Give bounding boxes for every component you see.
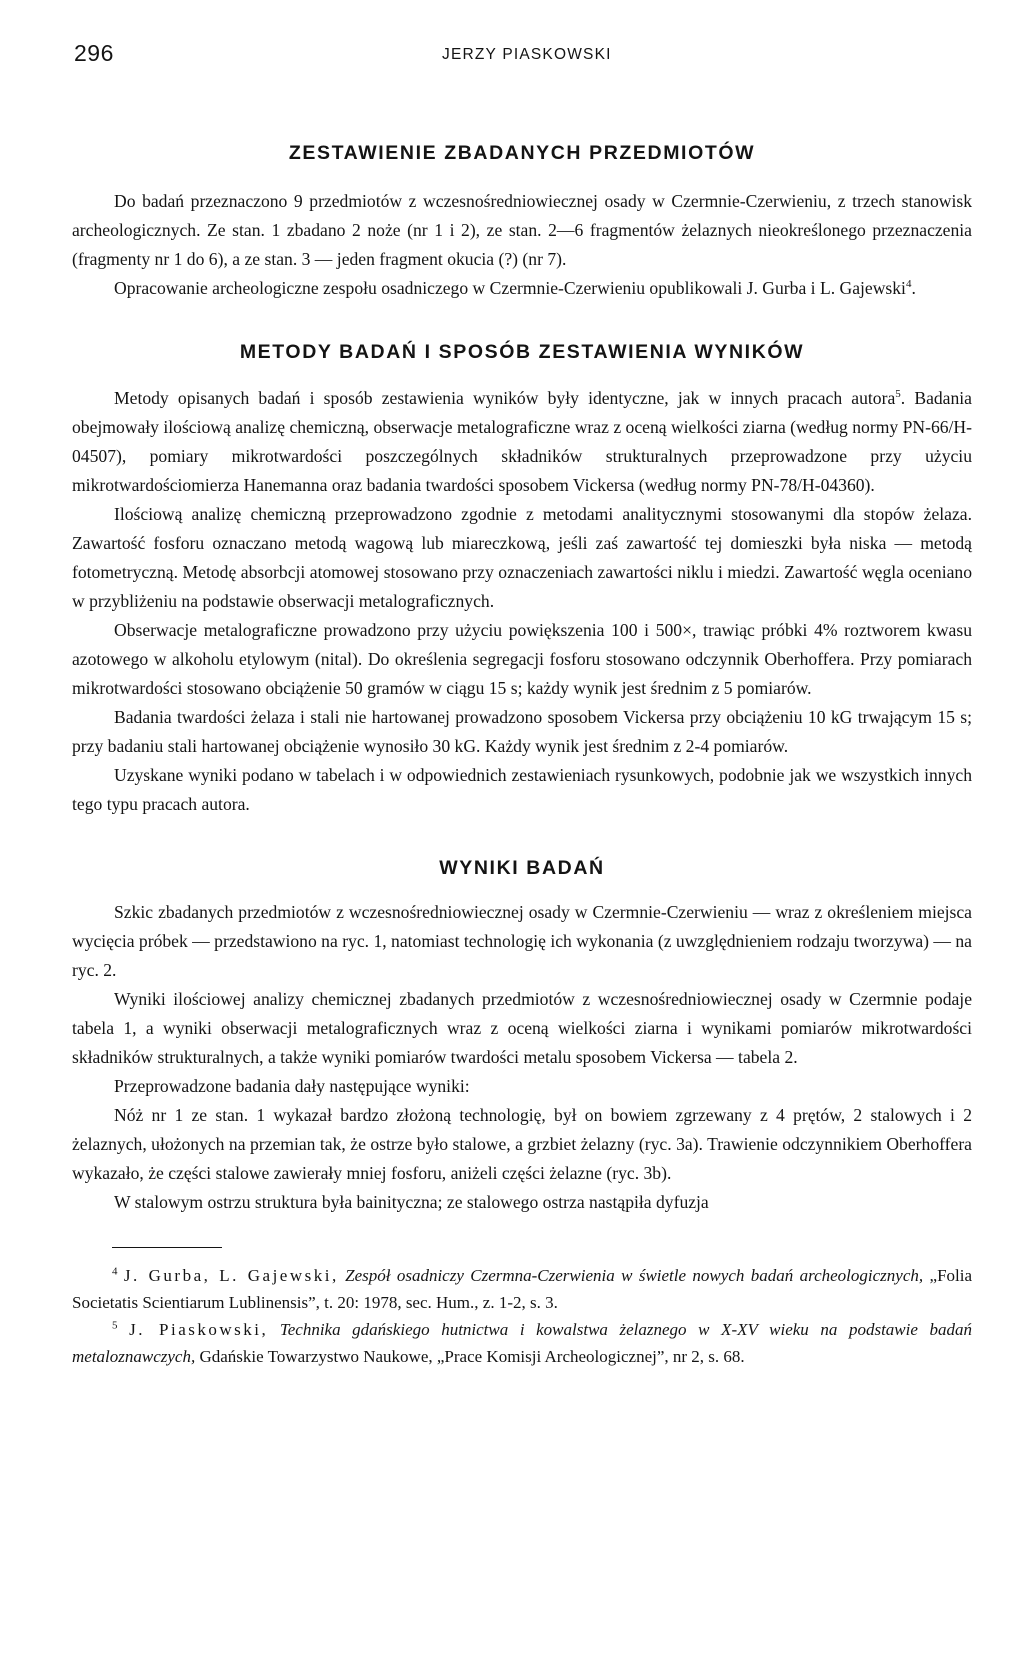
footnote-ref-4: 4 [905, 278, 912, 291]
footnote-4 [72, 1262, 972, 1316]
footnote-number: 4 [112, 1265, 118, 1278]
paragraph-results-4: Nóż nr 1 ze stan. 1 wykazał bardzo złożoną technologię, był on bowiem zgrzewany z 4 prętów, 2 stalowych i 2 żelaznych, ułożonych na przemian tak, że ostrze było stalowe, a grzbiet żelazny (ryc. 3a). Trawienie odczynnikiem Oberhoffera wykazało, że części stalowe zawierały mniej fosforu, aniżeli części żelazne (ryc. 3b). [72, 1105, 972, 1183]
paragraph-methods-4: Badania twardości żelaza i stali nie hartowanej prowadzono sposobem Vickersa przy obciążeniu 10 kG trwającym 15 s; przy badaniu stali hartowanej obciążenie wynosiło 30 kG. Każdy wynik jest średnim z 2-4 pomiarów. [72, 707, 972, 756]
footnote-title: Zespół osadniczy Czermna-Czerwienia w świetle nowych badań archeologicznych, [345, 1266, 924, 1285]
page-number: 296 [74, 40, 114, 66]
paragraph-results-1: Szkic zbadanych przedmiotów z wczesnośredniowiecznej osady w Czermnie-Czerwieniu — wraz z określeniem miejsca wycięcia próbek — przedstawiono na ryc. 1, natomiast technologię ich wykonania (z uwzględnieniem rodzaju tworzywa) — na ryc. 2. [72, 902, 972, 980]
footnote-author: J. Gurba, L. Gajewski, [123, 1266, 339, 1285]
paragraph-methods-2: Ilościową analizę chemiczną przeprowadzono zgodnie z metodami analitycznymi stosowanymi dla stopów żelaza. Zawartość fosforu oznaczano metodą wagową lub miareczkową, jeśli zaś zawartość tej domieszki była niska — metodą fotometryczną. Metodę absorbcji atomowej stosowano przy oznaczeniach zawartości niklu i miedzi. Zawartość węgla oceniano w przybliżeniu na podstawie obserwacji metalograficznych. [72, 504, 972, 611]
paragraph-methods-1 [72, 384, 972, 500]
footnote-author: J. Piaskowski, [129, 1320, 269, 1339]
section-heading-items: ZESTAWIENIE ZBADANYCH PRZEDMIOTÓW [288, 142, 756, 164]
footnote-source: „Folia Societatis Scientiarum Lublinensis”, t. 20: 1978, sec. Hum., z. 1-2, s. 3. [72, 1266, 973, 1312]
footnote-5 [72, 1316, 972, 1370]
footnote-title: Technika gdańskiego hutnictwa i kowalstwa żelaznego w X-XV wieku na podstawie badań metaloznawczych, [72, 1320, 972, 1366]
paragraph-methods-3: Obserwacje metalograficzne prowadzono przy użyciu powiększenia 100 i 500×, trawiąc próbki 4% roztworem kwasu azotowego w alkoholu etylowym (nital). Do określenia segregacji fosforu stosowano odczynnik Oberhoffera. Przy pomiarach mikrotwardości stosowano obciążenie 50 gramów w ciągu 15 s; każdy wynik jest średnim z 5 pomiarów. [72, 620, 972, 698]
section-heading-results: WYNIKI BADAŃ [439, 857, 605, 879]
footnote-divider [112, 1247, 222, 1248]
running-head: JERZY PIASKOWSKI [442, 46, 612, 63]
footnote-number: 5 [112, 1319, 118, 1332]
footnote-ref-5: 5 [895, 388, 901, 401]
paragraph-results-2: Wyniki ilościowej analizy chemicznej zbadanych przedmiotów z wczesnośredniowiecznej osady w Czermnie podaje tabela 1, a wyniki obserwacji metalograficznych wraz z oceną wielkości ziarna i wynikami pomiarów mikrotwardości składników strukturalnych, a także wyniki pomiarów twardości metalu sposobem Vickersa — tabela 2. [72, 989, 972, 1067]
paragraph-text-continued: . Badania obejmowały ilościową analizę chemiczną, obserwacje metalograficzne wraz z oceną wielkości ziarna (według normy PN-66/H-04507), pomiary mikrotwardości poszczególnych składników strukturalnych przeprowadzone przy użyciu mikrotwardościomierza Hanemanna oraz badania twardości sposobem Vickersa (według normy PN-78/H-04360). [72, 388, 972, 495]
paragraph-results-5: W stalowym ostrzu struktura była bainityczna; ze stalowego ostrza nastąpiła dyfuzja [114, 1192, 709, 1212]
page-header [72, 36, 972, 76]
footnote-source: Gdańskie Towarzystwo Naukowe, „Prace Komisji Archeologicznej”, nr 2, s. 68. [199, 1347, 745, 1366]
section-heading-methods: METODY BADAŃ I SPOSÓB ZESTAWIENIA WYNIKÓW [239, 341, 805, 363]
paragraph-results-3: Przeprowadzone badania dały następujące wyniki: [114, 1076, 470, 1096]
paragraph-items-2 [72, 274, 972, 303]
paragraph-text: Metody opisanych badań i sposób zestawienia wyników były identyczne, jak w innych pracach autora [114, 388, 896, 408]
paragraph-text: Opracowanie archeologiczne zespołu osadniczego w Czermnie-Czerwieniu opublikowali J. Gurba i L. Gajewski [114, 278, 906, 298]
paragraph-items-1: Do badań przeznaczono 9 przedmiotów z wczesnośredniowiecznej osady w Czermnie-Czerwieniu, z trzech stanowisk archeologicznych. Ze stan. 1 zbadano 2 noże (nr 1 i 2), ze stan. 2—6 fragmentów żelaznych nieokreślonego przeznaczenia (fragmenty nr 1 do 6), a ze stan. 3 — jeden fragment okucia (?) (nr 7). [72, 191, 972, 269]
paragraph-end: . [911, 278, 916, 298]
paragraph-methods-5: Uzyskane wyniki podano w tabelach i w odpowiednich zestawieniach rysunkowych, podobnie jak we wszystkich innych tego typu pracach autora. [72, 765, 972, 814]
